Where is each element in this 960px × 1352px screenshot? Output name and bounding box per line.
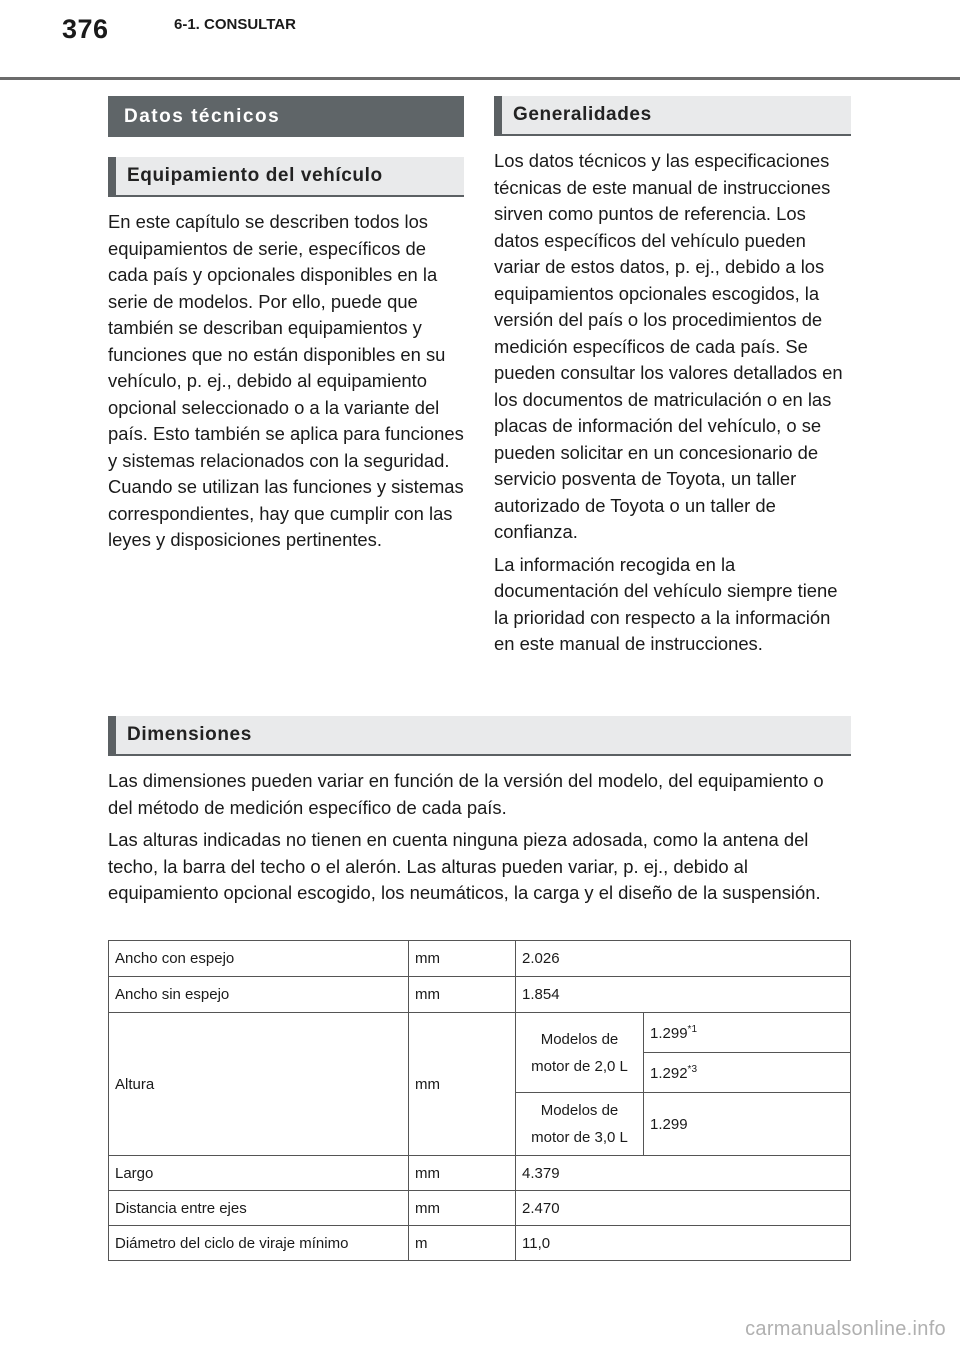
watermark: carmanualsonline.info [745, 1318, 946, 1340]
row-unit: mm [409, 1156, 516, 1191]
right-column [494, 96, 851, 658]
model-2l-line2: motor de 2,0 L [531, 1057, 628, 1075]
model-3l-cell [516, 1093, 644, 1156]
dimensions-paragraph-2: Las alturas indicadas no tienen en cuenta ninguna pieza adosada, como la antena del techo, la barra del techo o el alerón. Las alturas pueden variar, p. ej., debido al equipamiento opcional escogido, los neumáticos, la carga y el diseño de la suspensión. [108, 829, 821, 903]
height-value-c: 1.299 [644, 1093, 851, 1156]
row-unit: mm [409, 977, 516, 1013]
footnote-ref-3: *3 [687, 1063, 697, 1075]
equipment-paragraph: En este capítulo se describen todos los equipamientos de serie, específicos de cada país y opcionales disponibles en la serie de modelos. Por ello, puede que también se describan equipamientos y funciones que no están disponibles en su vehículo, p. ej., debido al equipamiento opcional seleccionado o a la variante del país. Esto también se aplica para funciones y sistemas relacionados con la seguridad. Cuando se utilizan las funciones y sistemas correspondientes, hay que cumplir con las leyes y disposiciones pertinentes. [108, 211, 464, 550]
general-paragraph-1: Los datos técnicos y las especificaciones técnicas de este manual de instrucciones sirven como puntos de referencia. Los datos específicos del vehículo pueden variar de estos datos, p. ej., debido a los equipamientos opcionales escogidos, la versión del país o los procedimientos de medición específicos de cada país. Se pueden consultar los valores detallados en los documentos de matriculación o en las placas de información del vehículo, o se pueden solicitar en un concesionario de servicio posventa de Toyota, un taller autorizado de Toyota o un taller de confianza. [494, 150, 843, 542]
table-row [109, 977, 851, 1013]
row-label: Ancho con espejo [109, 941, 409, 977]
left-column [108, 96, 464, 554]
subheading-dimensions: Dimensiones [108, 716, 851, 756]
height-unit: mm [409, 1013, 516, 1156]
table-row [109, 1226, 851, 1261]
page-number: 376 [62, 14, 109, 44]
row-unit: mm [409, 941, 516, 977]
subheading-general: Generalidades [494, 96, 851, 136]
dimensions-table [108, 940, 851, 1261]
table-row-height [109, 1013, 851, 1053]
table-row [109, 941, 851, 977]
row-label: Largo [109, 1156, 409, 1191]
height-value-b-cell [644, 1053, 851, 1093]
row-label: Diámetro del ciclo de viraje mínimo [109, 1226, 409, 1261]
model-2l-line1: Modelos de [540, 1030, 619, 1048]
table-row [109, 1156, 851, 1191]
model-2l-cell [516, 1013, 644, 1093]
row-unit: m [409, 1226, 516, 1261]
row-label: Ancho sin espejo [109, 977, 409, 1013]
page-header [0, 0, 960, 80]
height-value-a-cell [644, 1013, 851, 1053]
footnote-ref-1: *1 [687, 1023, 697, 1035]
row-value: 1.854 [516, 977, 851, 1013]
main-heading: Datos técnicos [108, 96, 464, 137]
row-label: Distancia entre ejes [109, 1191, 409, 1226]
section-title: 6-1. CONSULTAR [174, 16, 296, 33]
dimensions-paragraph-1: Las dimensiones pueden variar en función de la versión del modelo, del equipamiento o del método de medición específico de cada país. [108, 770, 824, 818]
dimensions-text [108, 768, 851, 907]
row-value: 4.379 [516, 1156, 851, 1191]
row-value: 11,0 [516, 1226, 851, 1261]
row-value: 2.470 [516, 1191, 851, 1226]
height-value-a: 1.299 [650, 1024, 688, 1042]
height-label: Altura [109, 1013, 409, 1156]
general-paragraph-2: La información recogida en la documentación del vehículo siempre tiene la prioridad con respecto a la información en este manual de instrucciones. [494, 553, 838, 654]
height-value-b: 1.292 [650, 1064, 688, 1082]
table-row [109, 1191, 851, 1226]
header-divider [0, 77, 960, 80]
row-value: 2.026 [516, 941, 851, 977]
model-3l-line1: Modelos de [540, 1102, 619, 1119]
row-unit: mm [409, 1191, 516, 1226]
subheading-equipment: Equipamiento del vehículo [108, 157, 464, 197]
model-3l-line2: motor de 3,0 L [531, 1129, 628, 1146]
